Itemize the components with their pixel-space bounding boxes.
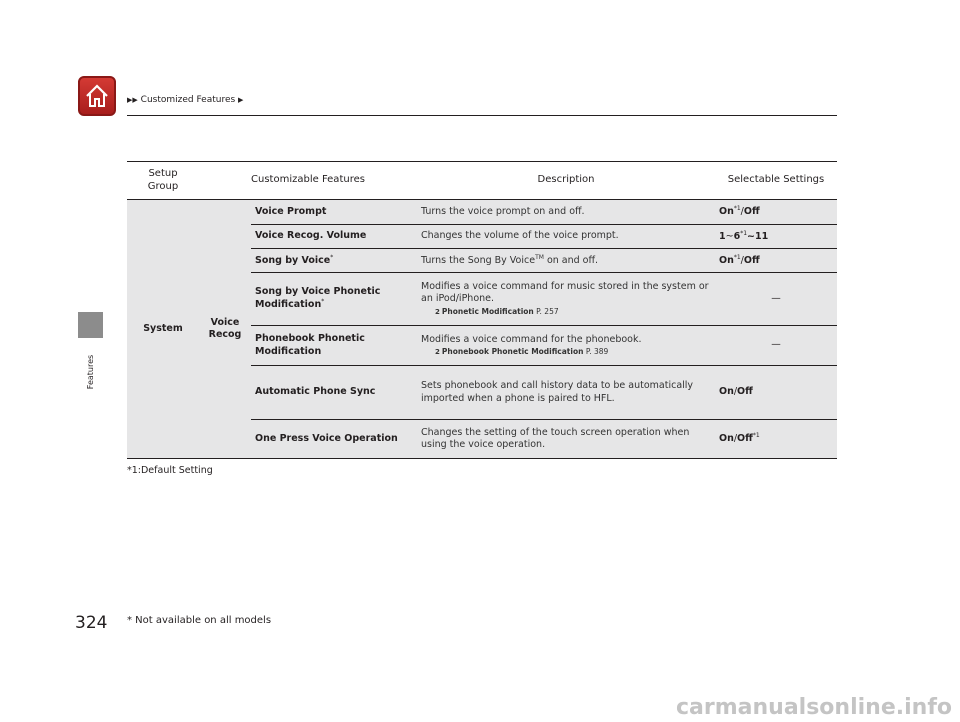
feature-description: Changes the volume of the voice prompt. <box>417 225 715 249</box>
watermark: carmanualsonline.info <box>676 695 952 720</box>
feature-label: Voice Prompt <box>255 205 327 217</box>
feature-description <box>417 273 715 326</box>
setting-separator: / <box>740 254 744 266</box>
setting-option: Off <box>737 433 753 445</box>
feature-setting <box>715 420 837 459</box>
default-mark: *1 <box>733 253 741 261</box>
description-text: on and off. <box>543 254 599 266</box>
feature-name <box>251 273 417 326</box>
feature-label: One Press Voice Operation <box>255 432 398 444</box>
feature-name <box>251 366 417 420</box>
setting-option: On <box>719 254 734 266</box>
home-icon[interactable] <box>78 76 116 116</box>
feature-description <box>417 249 715 273</box>
table-header-row <box>127 162 837 200</box>
setting-option: Off <box>743 206 760 218</box>
feature-setting: — <box>715 326 837 366</box>
page-number: 324 <box>75 613 108 633</box>
default-mark: *1 <box>733 205 741 213</box>
feature-setting <box>715 200 837 225</box>
setting-separator: ~ <box>725 230 734 242</box>
setting-separator: / <box>740 206 744 218</box>
breadcrumb-arrow-icon: ▶ <box>238 96 244 104</box>
setting-option: Off <box>743 254 760 266</box>
section-tab <box>78 312 103 338</box>
sub-group-text: Voice Recog <box>208 316 242 340</box>
feature-label: Song by Voice Phonetic Modification <box>255 286 381 311</box>
default-mark: *1 <box>752 432 760 440</box>
feature-name <box>251 200 417 225</box>
reference-page: P. 257 <box>536 306 559 316</box>
setting-option: Off <box>737 386 753 398</box>
description-text: Modifies a voice command for the phonebook. <box>421 333 642 345</box>
feature-name <box>251 420 417 459</box>
feature-description: Sets phonebook and call history data to be automatically imported when a phone is paired to HFL. <box>417 366 715 420</box>
feature-label: Song by Voice <box>255 254 331 266</box>
header-customizable-features: Customizable Features <box>199 162 417 200</box>
default-mark: *1 <box>740 229 748 237</box>
breadcrumb-arrow-icon: ▶▶ <box>127 96 138 104</box>
feature-label: Automatic Phone Sync <box>255 386 376 398</box>
default-setting-footnote: *1:Default Setting <box>127 465 213 476</box>
customizable-features-table <box>127 161 837 459</box>
cross-reference-link[interactable] <box>421 307 711 317</box>
cross-reference-link[interactable] <box>421 347 711 357</box>
setting-option: On <box>719 433 734 445</box>
header-selectable-settings: Selectable Settings <box>715 162 837 200</box>
setting-separator: / <box>733 433 738 445</box>
setting-option: 6 <box>733 230 741 242</box>
setup-group-system: System <box>127 200 199 459</box>
feature-label: Voice Recog. Volume <box>255 230 367 242</box>
reference-title: Phonebook Phonetic Modification <box>441 347 584 357</box>
setting-option: On <box>719 386 734 398</box>
feature-setting <box>715 366 837 420</box>
reference-arrow-icon: 2 <box>435 307 440 316</box>
feature-name <box>251 326 417 366</box>
reference-title: Phonetic Modification <box>441 306 534 316</box>
setting-separator: / <box>733 386 738 398</box>
availability-note: * Not available on all models <box>127 615 272 626</box>
feature-setting <box>715 225 837 249</box>
feature-description: Turns the voice prompt on and off. <box>417 200 715 225</box>
feature-label: Phonebook Phonetic Modification <box>255 333 365 357</box>
feature-description: Changes the setting of the touch screen operation when using the voice operation. <box>417 420 715 459</box>
header-setup-group <box>127 162 199 200</box>
sub-group-voice-recog <box>199 200 251 459</box>
trademark-mark: TM <box>535 253 544 261</box>
header-setup-group-text: Setup Group <box>147 168 179 192</box>
availability-mark: * <box>321 298 325 306</box>
breadcrumb <box>127 95 243 105</box>
reference-page: P. 389 <box>585 347 609 357</box>
description-text: Turns the Song By Voice <box>421 254 536 266</box>
reference-arrow-icon: 2 <box>435 348 440 357</box>
feature-setting: — <box>715 273 837 326</box>
setting-option: ~11 <box>747 230 769 242</box>
feature-name <box>251 249 417 273</box>
table-row <box>127 200 837 225</box>
setting-option: 1 <box>719 230 726 242</box>
feature-description <box>417 326 715 366</box>
setting-option: On <box>719 206 734 218</box>
feature-name <box>251 225 417 249</box>
header-description: Description <box>417 162 715 200</box>
header-divider <box>127 115 837 116</box>
feature-setting <box>715 249 837 273</box>
breadcrumb-link[interactable]: Customized Features <box>140 95 236 105</box>
description-text: Modifies a voice command for music stored in the system or an iPod/iPhone. <box>421 281 709 305</box>
availability-mark: * <box>330 253 334 261</box>
section-label: Features <box>86 354 95 390</box>
